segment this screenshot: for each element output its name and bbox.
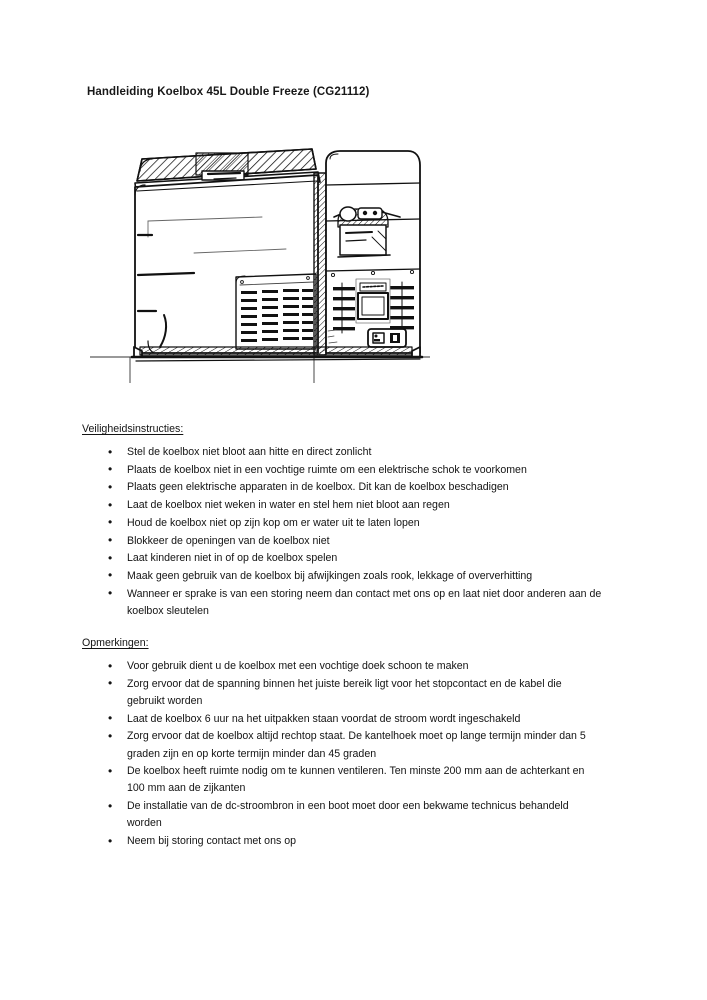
list-item: • Plaats de koelbox niet in een vochtige ruimte om een elektrische schok te voorkomen (82, 462, 602, 479)
list-item: • Laat de koelbox niet weken in water en stel hem niet bloot aan regen (82, 497, 602, 514)
product-illustration (90, 125, 430, 383)
divider-column (314, 173, 326, 355)
list-item: • Laat kinderen niet in of op de koelbox spelen (82, 550, 602, 567)
list-item: • Maak geen gebruik van de koelbox bij afwijkingen zoals rook, lekkage of oververhitting (82, 568, 602, 585)
section-remarks-list (82, 658, 602, 850)
list-item: • Laat de koelbox 6 uur na het uitpakken staan voordat de stroom wordt ingeschakeld (82, 711, 602, 728)
section-remarks (82, 637, 602, 851)
list-item: • Wanneer er sprake is van een storing neem dan contact met ons op en laat niet door anderen aan de koelbox sleutelen (82, 586, 602, 620)
list-item: • Voor gebruik dient u de koelbox met een vochtige doek schoon te maken (82, 658, 602, 675)
list-item: • Plaats geen elektrische apparaten in de koelbox. Dit kan de koelbox beschadigen (82, 479, 602, 496)
section-safety-heading: Veiligheidsinstructies: (82, 423, 184, 435)
list-item: • De koelbox heeft ruimte nodig om te kunnen ventileren. Ten minste 200 mm aan de achterkant en 100 mm aan de zijkanten (82, 763, 602, 797)
section-remarks-heading: Opmerkingen: (82, 637, 149, 649)
list-item: • De installatie van de dc-stroombron in een boot moet door een bekwame technicus behandeld worden (82, 798, 602, 832)
right-compartment (326, 151, 420, 353)
list-item: • Zorg ervoor dat de spanning binnen het juiste bereik ligt voor het stopcontact en de kabel die gebruikt worden (82, 676, 602, 710)
page-title: Handleiding Koelbox 45L Double Freeze (CG21112) (87, 86, 370, 98)
list-item: • Neem bij storing contact met ons op (82, 833, 602, 850)
koelbox-line-drawing-svg (90, 125, 430, 383)
section-safety-list (82, 444, 602, 620)
lid-latch (196, 153, 248, 180)
section-safety (82, 423, 602, 621)
list-item: • Stel de koelbox niet bloot aan hitte en direct zonlicht (82, 444, 602, 461)
list-item: • Zorg ervoor dat de koelbox altijd rechtop staat. De kantelhoek moet op lange termijn minder dan 5 graden zijn en op korte termijn minder dan 45 graden (82, 728, 602, 762)
power-switch-socket (368, 329, 406, 347)
vent-grille-panel (236, 274, 316, 349)
list-item: • Houd de koelbox niet op zijn kop om er water uit te laten lopen (82, 515, 602, 532)
list-item: • Blokkeer de openingen van de koelbox niet (82, 533, 602, 550)
